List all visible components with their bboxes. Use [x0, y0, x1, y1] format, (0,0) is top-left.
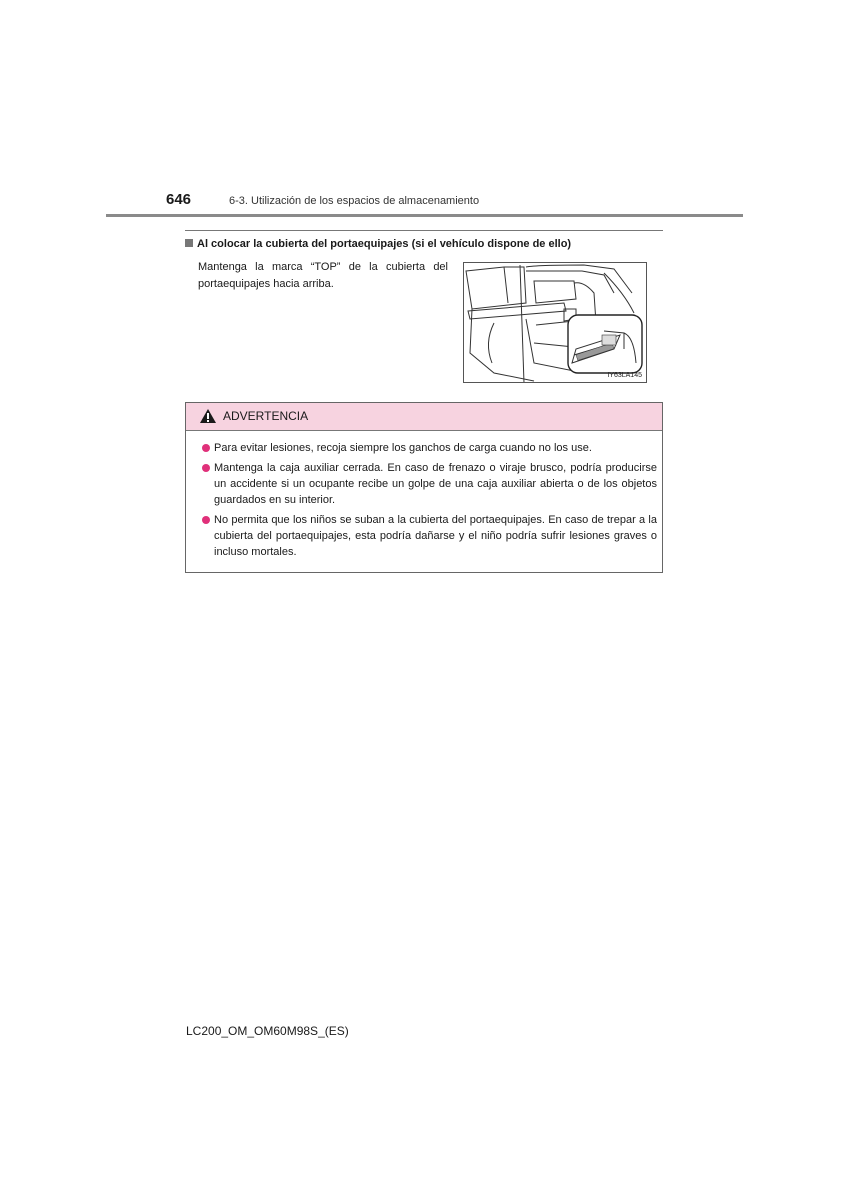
document-code: LC200_OM_OM60M98S_(ES): [186, 1024, 349, 1038]
page-number: 646: [166, 191, 192, 208]
warning-list: [202, 440, 657, 564]
square-bullet-icon: [185, 239, 193, 247]
figure-code: IY63LA145: [607, 372, 642, 379]
warning-box: [185, 402, 663, 573]
subsection-heading: [185, 238, 571, 250]
warning-title: ADVERTENCIA: [223, 409, 309, 423]
warning-item: [202, 440, 657, 456]
cargo-cover-illustration: [463, 262, 647, 383]
bullet-icon: [202, 444, 210, 452]
subsection-heading-text: Al colocar la cubierta del portaequipajes (si el vehículo dispone de ello): [197, 238, 572, 250]
bullet-icon: [202, 464, 210, 472]
bullet-icon: [202, 516, 210, 524]
cargo-cover-drawing: [464, 263, 647, 383]
subsection-body: Mantenga la marca “TOP” de la cubierta del portaequipajes hacia arriba.: [198, 261, 448, 290]
warning-item-text: Mantenga la caja auxiliar cerrada. En caso de frenazo o viraje brusco, podría producirse un accidente si un ocupante recibe un golpe de una caja auxiliar abierta o de los objetos guardados en su interior.: [214, 462, 657, 506]
warning-item: [202, 512, 657, 560]
warning-triangle-icon: [199, 408, 217, 424]
warning-item-text: No permita que los niños se suban a la cubierta del portaequipajes. En caso de trepar a la cubierta del portaequipajes, esta podría dañarse y el niño podría sufrir lesiones graves o incluso mortales.: [214, 514, 657, 558]
subsection-rule: [185, 230, 663, 231]
section-title: 6-3. Utilización de los espacios de almacenamiento: [229, 195, 480, 207]
header-rule: [106, 214, 743, 217]
warning-header: [186, 403, 662, 431]
warning-item: [202, 460, 657, 508]
warning-item-text: Para evitar lesiones, recoja siempre los ganchos de carga cuando no los use.: [214, 442, 592, 454]
